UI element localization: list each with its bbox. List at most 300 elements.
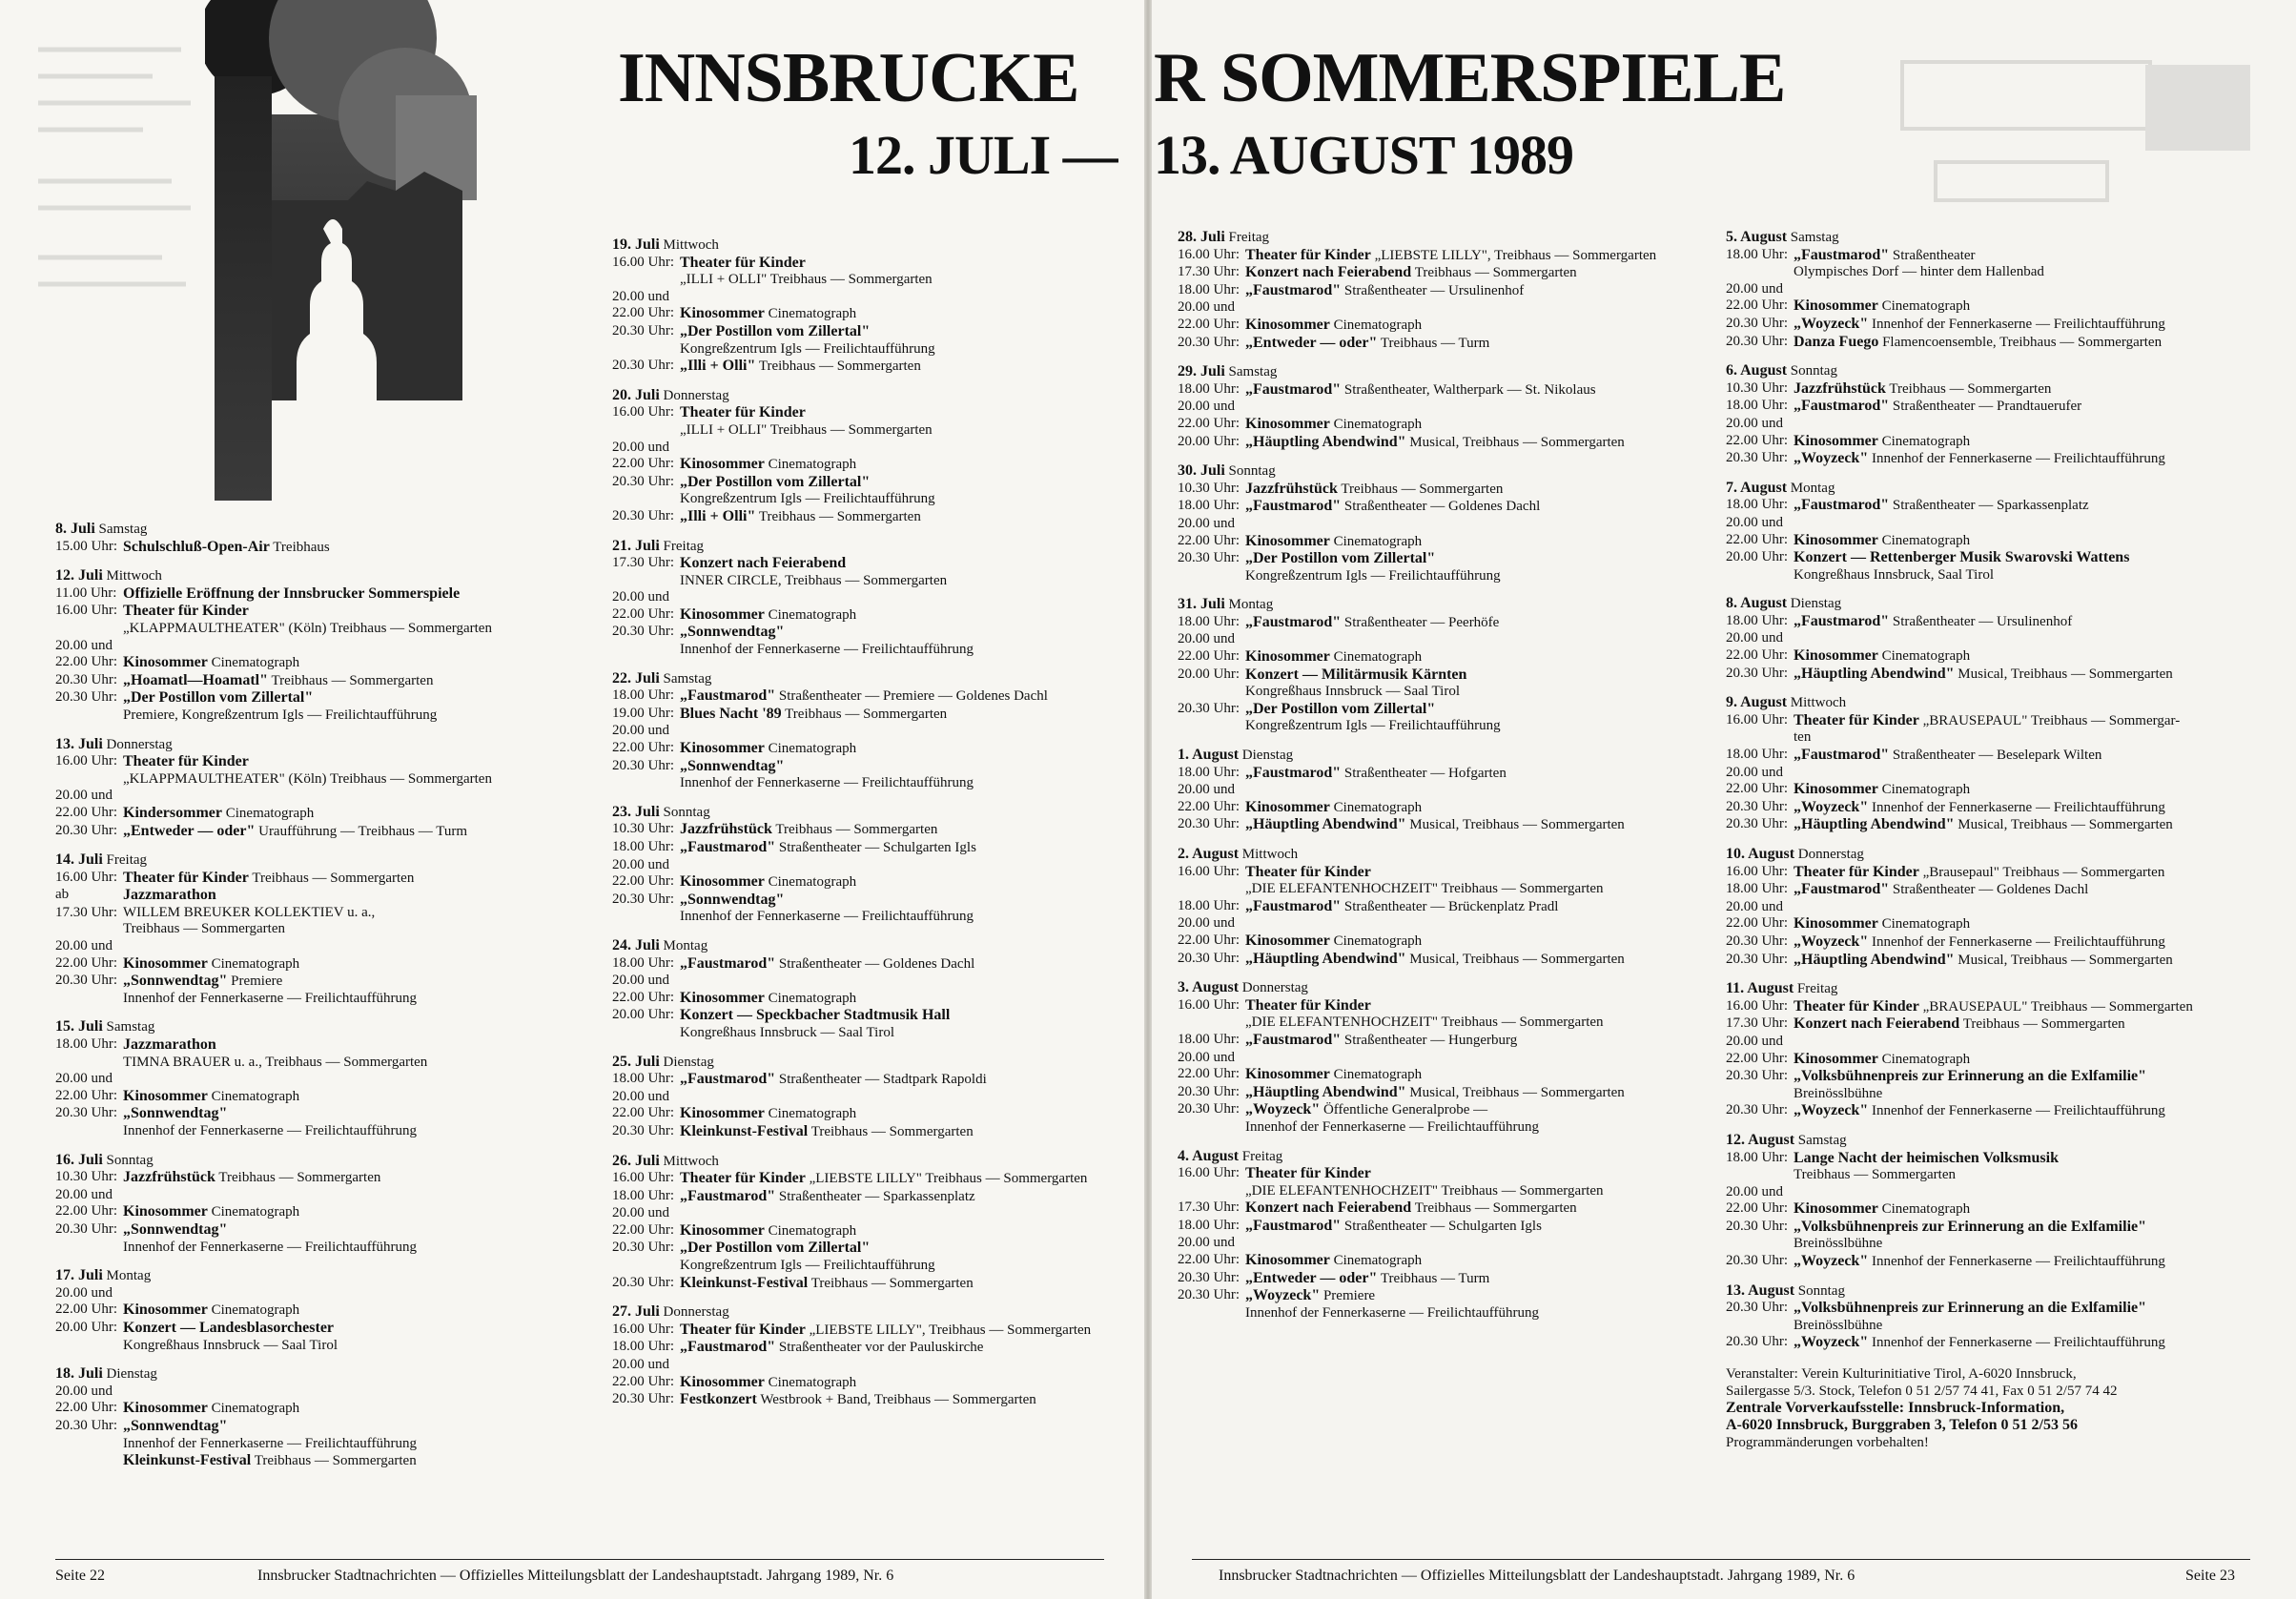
event-row xyxy=(1178,335,1712,353)
event-row xyxy=(1726,1334,2260,1352)
event-details xyxy=(123,1071,589,1088)
event-details xyxy=(680,740,1146,758)
event-row xyxy=(1178,816,1712,834)
event-title: Kleinkunst-Festival xyxy=(123,1452,252,1469)
event-details xyxy=(1794,1086,2260,1103)
event-venue: Cinematograph xyxy=(1333,933,1423,949)
day-block xyxy=(55,521,589,556)
event-time: 22.00 Uhr: xyxy=(612,456,674,472)
event-title: Theater für Kinder xyxy=(680,254,806,271)
event-venue: Kongreßhaus Innsbruck — Saal Tirol xyxy=(680,1024,894,1040)
subline-right: 13. AUGUST 1989 xyxy=(1154,124,1573,186)
event-time xyxy=(55,1123,123,1140)
event-time: 20.00 und xyxy=(1178,915,1235,932)
event-time: 22.00 Uhr: xyxy=(612,1105,674,1121)
event-details xyxy=(1245,381,1712,400)
event-venue: Straßentheater, Waltherpark — St. Nikolaus xyxy=(1343,381,1596,398)
event-row xyxy=(55,753,589,771)
event-row xyxy=(1178,614,1712,632)
event-time: 18.00 Uhr: xyxy=(1726,1149,1788,1165)
event-row xyxy=(1726,247,2260,265)
event-row xyxy=(55,707,589,725)
event-time xyxy=(1726,1086,1794,1103)
event-details xyxy=(680,1258,1146,1275)
event-details xyxy=(1245,282,1712,300)
event-row xyxy=(55,921,589,938)
event-details xyxy=(1245,264,1712,282)
event-time: 20.30 Uhr: xyxy=(1726,1218,1788,1234)
event-row xyxy=(1178,247,1712,265)
event-row xyxy=(1178,1287,1712,1305)
event-venue: Öffentliche Generalprobe — xyxy=(1322,1102,1488,1118)
event-details xyxy=(123,753,589,771)
event-title: Kinosommer xyxy=(1245,648,1330,666)
event-time: 20.00 und xyxy=(612,288,669,304)
event-venue: Straßentheater xyxy=(1892,247,1976,263)
footer-rule-left xyxy=(55,1559,1104,1560)
event-details xyxy=(1794,433,2260,451)
event-details xyxy=(123,689,589,707)
day-block xyxy=(1178,229,1712,352)
event-details xyxy=(680,323,1146,341)
event-title: Kinosommer xyxy=(1245,1066,1330,1083)
event-title: Jazzfrühstück xyxy=(123,1169,215,1186)
event-row xyxy=(1726,433,2260,451)
event-details xyxy=(1794,515,2260,532)
event-title: Kinosommer xyxy=(1794,915,1878,933)
event-title: „Faustmarod" xyxy=(680,954,776,972)
tower-artwork-graphic xyxy=(205,0,477,501)
day-weekday: Mittwoch xyxy=(1241,847,1299,862)
event-row xyxy=(55,788,589,805)
event-time: 20.30 Uhr: xyxy=(1726,333,1788,349)
event-row xyxy=(1178,1252,1712,1270)
event-row xyxy=(1178,516,1712,533)
event-details xyxy=(123,788,589,805)
event-time: 20.30 Uhr: xyxy=(1178,950,1240,966)
day-block xyxy=(1726,1132,2260,1271)
day-date: 23. Juli xyxy=(612,803,660,820)
event-row xyxy=(612,873,1146,892)
event-details xyxy=(1794,1051,2260,1069)
day-block xyxy=(1726,595,2260,683)
event-details xyxy=(1245,434,1712,452)
event-time: 22.00 Uhr: xyxy=(612,605,674,622)
event-row xyxy=(1178,533,1712,551)
event-row xyxy=(1178,568,1712,585)
event-title: Theater für Kinder xyxy=(680,1321,806,1338)
day-heading xyxy=(1178,462,1712,481)
event-row xyxy=(612,687,1146,706)
event-time: 10.30 Uhr: xyxy=(612,821,674,837)
event-row xyxy=(55,905,589,922)
day-date: 28. Juli xyxy=(1178,229,1225,245)
event-time: 18.00 Uhr: xyxy=(1178,281,1240,297)
event-venue: Cinematograph xyxy=(1881,1051,1971,1067)
event-row xyxy=(1178,648,1712,666)
event-venue: Cinematograph xyxy=(1333,799,1423,815)
event-title: „Faustmarod" xyxy=(1245,1217,1342,1234)
event-details xyxy=(123,938,589,955)
day-weekday: Montag xyxy=(1228,597,1274,613)
event-row xyxy=(612,1322,1146,1340)
event-details xyxy=(680,555,1146,573)
day-date: 14. Juli xyxy=(55,851,103,869)
event-row xyxy=(1178,864,1712,882)
event-title: „Faustmarod" xyxy=(680,1071,776,1088)
day-date: 8. August xyxy=(1726,595,1788,612)
day-weekday: Donnerstag xyxy=(663,387,729,403)
event-details xyxy=(1794,450,2260,468)
event-details xyxy=(123,585,589,604)
event-row xyxy=(612,404,1146,422)
event-time: 22.00 Uhr: xyxy=(55,1400,117,1416)
event-details xyxy=(1245,997,1712,1015)
event-row xyxy=(612,821,1146,839)
day-block xyxy=(612,670,1146,792)
event-details xyxy=(1794,1015,2260,1034)
event-time: 22.00 Uhr: xyxy=(1726,1050,1788,1066)
schedule-column-1 xyxy=(55,521,589,1482)
event-details xyxy=(1794,1300,2260,1318)
event-details xyxy=(1794,729,2260,747)
event-title: Theater für Kinder xyxy=(1794,711,1919,728)
event-venue: Innenhof der Fennerkaserne — Freilichtaufführung xyxy=(1871,1335,2165,1351)
event-title: „Faustmarod" xyxy=(1794,612,1890,629)
event-details xyxy=(680,1222,1146,1240)
event-title: „Sonnwendtag" xyxy=(123,973,228,990)
event-time: 20.30 Uhr: xyxy=(1726,1102,1788,1118)
event-details xyxy=(1245,765,1712,783)
event-time: 20.30 Uhr: xyxy=(1178,700,1240,716)
event-venue: Cinematograph xyxy=(768,1374,857,1390)
event-title: Kinosommer xyxy=(1794,1050,1878,1067)
event-details xyxy=(1794,247,2260,265)
event-row xyxy=(1178,1032,1712,1050)
day-weekday: Mittwoch xyxy=(106,568,162,584)
event-time: 20.00 und xyxy=(55,1284,113,1301)
event-row xyxy=(55,621,589,638)
event-title: „Illi + Olli" xyxy=(680,358,756,375)
event-row xyxy=(612,1123,1146,1141)
event-time: 20.30 Uhr: xyxy=(55,671,117,687)
event-row xyxy=(1726,567,2260,584)
event-title: Kinosommer xyxy=(1794,531,1878,548)
event-title: Theater für Kinder xyxy=(680,404,806,421)
event-venue: Premiere xyxy=(1322,1288,1376,1304)
event-time: 16.00 Uhr: xyxy=(612,1170,674,1186)
event-venue: Kongreßzentrum Igls — Freilichtaufführung xyxy=(1245,718,1501,734)
event-time xyxy=(55,1436,123,1453)
event-venue: „LIEBSTE LILLY", Treibhaus — Sommergarten xyxy=(809,1322,1092,1338)
event-time: 22.00 Uhr: xyxy=(55,804,117,820)
event-venue: Straßentheater — Schulgarten Igls xyxy=(1343,1218,1542,1234)
event-row xyxy=(55,1452,589,1470)
event-row xyxy=(1726,998,2260,1016)
event-row xyxy=(612,508,1146,526)
event-title: „Häuptling Abendwind" xyxy=(1245,950,1406,967)
event-time: 15.00 Uhr: xyxy=(55,538,117,554)
presale-line-1: Zentrale Vorverkaufsstelle: Innsbruck-Information, xyxy=(1726,1400,2065,1417)
event-details xyxy=(1794,497,2260,515)
event-details xyxy=(1794,1034,2260,1051)
event-details xyxy=(1794,398,2260,416)
event-time: 20.30 Uhr: xyxy=(55,1220,117,1237)
event-details xyxy=(680,839,1146,857)
event-row xyxy=(612,589,1146,606)
event-row xyxy=(55,1302,589,1320)
event-time: 20.30 Uhr: xyxy=(1726,1068,1788,1084)
event-title: Danza Fuego xyxy=(1794,333,1879,350)
event-time: 20.30 Uhr: xyxy=(55,822,117,838)
event-details xyxy=(1794,549,2260,567)
day-block xyxy=(612,1303,1146,1409)
event-venue: Treibhaus — Sommergarten xyxy=(271,672,434,688)
event-row xyxy=(1178,799,1712,817)
event-time: 20.30 Uhr: xyxy=(612,624,674,640)
event-row xyxy=(55,1187,589,1204)
day-date: 11. August xyxy=(1726,980,1794,997)
event-time: 16.00 Uhr: xyxy=(1726,997,1788,1014)
event-row xyxy=(1726,915,2260,933)
day-weekday: Dienstag xyxy=(663,1054,714,1070)
event-details xyxy=(123,771,589,789)
day-heading xyxy=(1726,846,2260,864)
event-time xyxy=(1726,1318,1794,1335)
event-venue: Uraufführung — Treibhaus — Turm xyxy=(258,823,468,839)
day-weekday: Donnerstag xyxy=(1797,847,1864,862)
event-row xyxy=(1178,416,1712,434)
event-venue: Cinematograph xyxy=(211,1401,300,1417)
event-venue: Cinematograph xyxy=(1333,317,1423,333)
event-venue: Innenhof der Fennerkaserne — Freilichtaufführung xyxy=(680,642,974,658)
day-weekday: Sonntag xyxy=(1228,463,1276,480)
day-heading xyxy=(55,736,589,754)
event-venue: Cinematograph xyxy=(768,457,857,473)
event-row xyxy=(612,440,1146,457)
day-date: 30. Juli xyxy=(1178,462,1225,480)
event-time: 20.30 Uhr: xyxy=(612,473,674,489)
event-venue: Musical, Treibhaus — Sommergarten xyxy=(1958,666,2173,682)
event-venue: Musical, Treibhaus — Sommergarten xyxy=(1958,952,2173,968)
event-row xyxy=(1178,1119,1712,1137)
event-title: Konzert nach Feierabend xyxy=(1794,1015,1960,1033)
event-time: 18.00 Uhr: xyxy=(1726,881,1788,897)
event-row xyxy=(1726,416,2260,433)
event-title: „Sonnwendtag" xyxy=(680,891,785,908)
event-details xyxy=(1245,247,1712,265)
event-time: 16.00 Uhr: xyxy=(55,753,117,769)
event-row xyxy=(1726,952,2260,970)
event-title: „Faustmarod" xyxy=(1794,398,1890,415)
event-venue: Breinösslbühne xyxy=(1794,1236,1883,1252)
event-venue: Breinösslbühne xyxy=(1794,1317,1883,1333)
event-title: Konzert — Militärmusik Kärnten xyxy=(1245,666,1467,683)
event-details xyxy=(1794,281,2260,298)
event-details xyxy=(123,1187,589,1204)
event-venue: Straßentheater — Goldenes Dachl xyxy=(778,955,975,972)
event-time: 20.30 Uhr: xyxy=(612,1391,674,1407)
event-row xyxy=(1178,434,1712,452)
event-venue: Treibhaus — Sommergarten xyxy=(123,921,285,937)
day-weekday: Mittwoch xyxy=(663,1153,719,1169)
day-weekday: Mittwoch xyxy=(663,237,719,253)
event-details xyxy=(123,1400,589,1418)
day-heading xyxy=(612,387,1146,405)
event-time xyxy=(1178,881,1245,898)
event-venue: Premiere, Kongreßzentrum Igls — Freilichtaufführung xyxy=(123,707,438,723)
event-row xyxy=(1726,334,2260,352)
event-time: 16.00 Uhr: xyxy=(1178,996,1240,1013)
event-venue: Innenhof der Fennerkaserne — Freilichtaufführung xyxy=(680,909,974,925)
event-details xyxy=(1245,1252,1712,1270)
event-time: 22.00 Uhr: xyxy=(1726,1200,1788,1217)
event-details xyxy=(680,1240,1146,1258)
event-row xyxy=(1726,933,2260,952)
event-time: 22.00 Uhr: xyxy=(1726,915,1788,932)
event-time xyxy=(612,775,680,792)
event-title: „Faustmarod" xyxy=(1245,380,1342,398)
event-row xyxy=(1726,765,2260,782)
day-heading xyxy=(1726,362,2260,380)
page-number-right: Seite 23 xyxy=(2185,1568,2235,1584)
event-row xyxy=(1726,899,2260,916)
event-time: 18.00 Uhr: xyxy=(1178,897,1240,913)
event-row xyxy=(1726,881,2260,899)
event-time: 20.00 und xyxy=(612,856,669,872)
event-details xyxy=(123,991,589,1008)
event-venue: „BRAUSEPAUL" Treibhaus — Sommergarten xyxy=(1922,998,2193,1015)
event-time: 18.00 Uhr: xyxy=(612,954,674,971)
event-venue: Treibhaus — Sommergarten xyxy=(810,1275,974,1291)
event-row xyxy=(1726,1086,2260,1103)
event-venue: Straßentheater — Ursulinenhof xyxy=(1892,613,2073,629)
day-heading xyxy=(1178,846,1712,864)
event-row xyxy=(1726,613,2260,631)
event-row xyxy=(1726,729,2260,747)
event-time xyxy=(612,341,680,359)
event-venue: Cinematograph xyxy=(1881,916,1971,933)
day-date: 15. Juli xyxy=(55,1018,103,1035)
event-venue: „BRAUSEPAUL" Treibhaus — Sommergar- xyxy=(1922,712,2181,728)
event-title: „Faustmarod" xyxy=(1245,281,1342,298)
event-title: Schulschluß-Open-Air xyxy=(123,538,270,555)
event-time: 20.00 und xyxy=(612,973,669,989)
event-time xyxy=(1726,264,1794,281)
event-time xyxy=(1178,568,1245,585)
event-details xyxy=(123,1203,589,1221)
event-details xyxy=(1245,1199,1712,1218)
event-title: Konzert — Speckbacher Stadtmusik Hall xyxy=(680,1007,951,1024)
event-venue: Innenhof der Fennerkaserne — Freilichtaufführung xyxy=(123,1239,417,1255)
event-details xyxy=(1794,1334,2260,1352)
event-time: 20.00 und xyxy=(55,788,113,804)
event-row xyxy=(1726,264,2260,281)
event-title: „Der Postillon vom Zillertal" xyxy=(680,473,871,490)
event-details xyxy=(680,1275,1146,1293)
event-time xyxy=(55,991,123,1008)
event-row xyxy=(612,1170,1146,1188)
event-row xyxy=(612,1089,1146,1106)
event-title: Blues Nacht '89 xyxy=(680,705,782,722)
event-venue: Treibhaus — Sommergarten xyxy=(254,1453,417,1469)
day-weekday: Donnerstag xyxy=(1241,980,1308,996)
event-title: „Faustmarod" xyxy=(1245,1031,1342,1048)
event-title: „Woyzeck" xyxy=(1794,798,1869,815)
event-title: „Entweder — oder" xyxy=(123,822,256,839)
event-row xyxy=(1726,1184,2260,1201)
event-details xyxy=(680,1123,1146,1141)
event-title: Kinosommer xyxy=(1794,297,1878,315)
event-title: Theater für Kinder xyxy=(123,869,249,886)
headline-right: R SOMMERSPIELE xyxy=(1154,39,1786,117)
event-row xyxy=(612,323,1146,341)
event-venue: Breinösslbühne xyxy=(1794,1085,1883,1101)
day-block xyxy=(612,387,1146,526)
event-details xyxy=(680,990,1146,1008)
event-details xyxy=(1245,1066,1712,1084)
event-row xyxy=(1726,630,2260,647)
event-details xyxy=(680,1089,1146,1106)
day-date: 20. Juli xyxy=(612,386,660,403)
event-time: 20.30 Uhr: xyxy=(612,358,674,374)
event-time: 22.00 Uhr: xyxy=(1726,781,1788,797)
event-time: 17.30 Uhr: xyxy=(1178,1199,1240,1216)
event-details xyxy=(680,1188,1146,1206)
event-row xyxy=(612,775,1146,792)
event-details xyxy=(1245,1235,1712,1252)
event-time: 10.30 Uhr: xyxy=(1178,480,1240,496)
event-time: 16.00 Uhr: xyxy=(1178,863,1240,879)
event-time: 22.00 Uhr: xyxy=(612,305,674,321)
event-title: Konzert nach Feierabend xyxy=(680,555,847,572)
event-venue: Cinematograph xyxy=(1881,1201,1971,1218)
day-date: 10. August xyxy=(1726,846,1795,862)
event-row xyxy=(55,672,589,690)
event-time: 20.00 und xyxy=(1726,415,1783,431)
event-details xyxy=(680,821,1146,839)
event-details xyxy=(680,341,1146,359)
event-time xyxy=(55,621,123,638)
event-details xyxy=(123,1088,589,1106)
event-title: Konzert nach Feierabend xyxy=(1245,1199,1412,1217)
event-title: Konzert — Landesblasorchester xyxy=(123,1319,335,1336)
event-details xyxy=(680,1391,1146,1409)
event-row xyxy=(1726,781,2260,799)
event-row xyxy=(1726,1253,2260,1271)
event-details xyxy=(1794,747,2260,765)
event-title: „Häuptling Abendwind" xyxy=(1245,1083,1406,1100)
event-row xyxy=(1178,299,1712,317)
event-details xyxy=(1794,1236,2260,1253)
event-time: 20.30 Uhr: xyxy=(612,891,674,907)
event-venue: Treibhaus — Sommergarten xyxy=(218,1170,381,1186)
event-time: 20.00 Uhr: xyxy=(1178,433,1240,449)
day-date: 5. August xyxy=(1726,229,1788,245)
event-details xyxy=(1245,317,1712,335)
day-weekday: Mittwoch xyxy=(1790,695,1847,711)
event-details xyxy=(1794,416,2260,433)
event-venue: Innenhof der Fennerkaserne — Freilichtaufführung xyxy=(680,775,974,791)
event-time: 20.00 und xyxy=(612,589,669,605)
day-heading xyxy=(55,1018,589,1036)
event-venue: „DIE ELEFANTENHOCHZEIT" Treibhaus — Sommergarten xyxy=(1245,1182,1604,1199)
event-title: „Faustmarod" xyxy=(680,839,776,855)
event-venue: Innenhof der Fennerkaserne — Freilichtaufführung xyxy=(1871,1254,2165,1270)
organizer-block xyxy=(1726,1365,2260,1451)
event-row xyxy=(1178,915,1712,933)
event-row xyxy=(1178,481,1712,499)
